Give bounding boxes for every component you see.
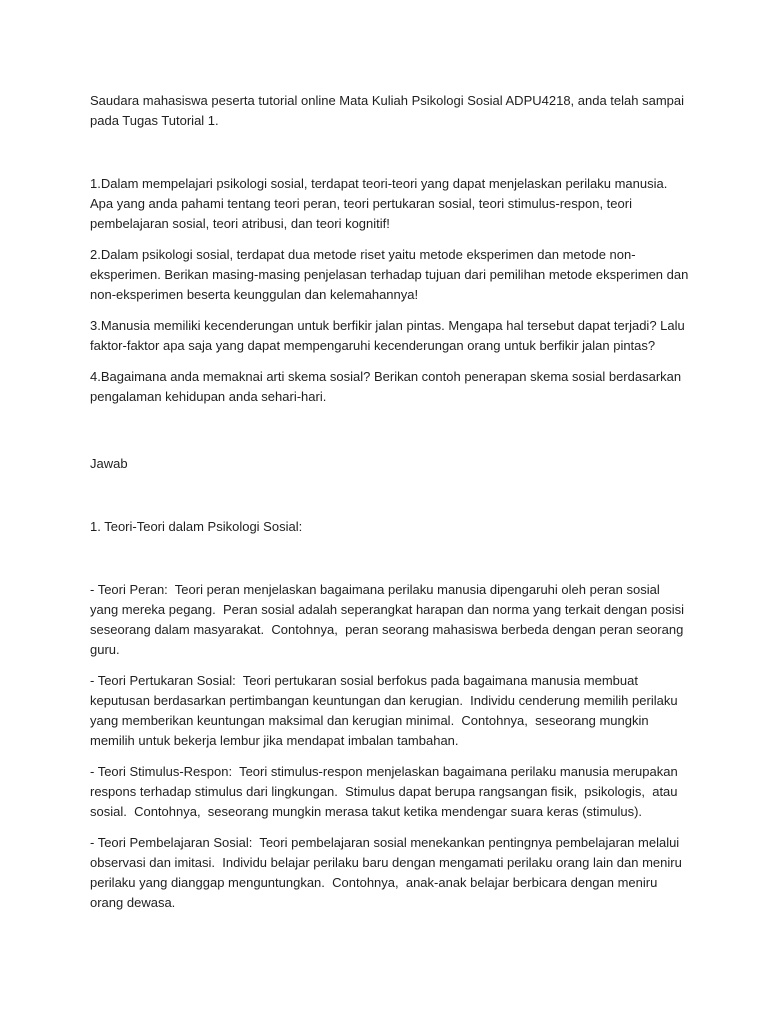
question-2: 2.Dalam psikologi sosial, terdapat dua metode riset yaitu metode eksperimen dan metode non-eksperimen. Berikan masing-masing penjelasan terhadap tujuan dari pemilihan metode eksperimen dan non-eksperimen beserta keunggulan dan kelemahannya! bbox=[90, 247, 692, 302]
question-4: 4.Bagaimana anda memaknai arti skema sosial? Berikan contoh penerapan skema sosial berdasarkan pengalaman kehidupan anda sehari-hari. bbox=[90, 369, 685, 404]
document-body bbox=[90, 91, 690, 924]
question-1: 1.Dalam mempelajari psikologi sosial, terdapat teori-teori yang dapat menjelaskan perilaku manusia. Apa yang anda pahami tentang teori peran, teori pertukaran sosial, teori stimulus-respon, teori pembelajaran sosial, teori atribusi, dan teori kognitif! bbox=[90, 176, 671, 231]
answer-paragraph-stimulus-response-theory: - Teori Stimulus-Respon: Teori stimulus-respon menjelaskan bagaimana perilaku manusia merupakan respons terhadap stimulus dari lingkungan. Stimulus dapat berupa rangsangan fisik, psikologis, atau sosial. Contohnya, seseorang mungkin merasa takut ketika mendengar suara keras (stimulus). bbox=[90, 764, 682, 819]
answer-heading: 1. Teori-Teori dalam Psikologi Sosial: bbox=[90, 519, 303, 534]
answer-paragraph-social-learning-theory: - Teori Pembelajaran Sosial: Teori pembelajaran sosial menekankan pentingnya pembelajaran melalui observasi dan imitasi. Individu belajar perilaku baru dengan mengamati perilaku orang lain dan meniru perilaku yang dianggap menguntungkan. Contohnya, anak-anak belajar berbicara dengan meniru orang dewasa. bbox=[90, 835, 686, 910]
answer-label: Jawab bbox=[90, 456, 128, 471]
question-3: 3.Manusia memiliki kecenderungan untuk berfikir jalan pintas. Mengapa hal tersebut dapat terjadi? Lalu faktor-faktor apa saja yang dapat mempengaruhi kecenderungan orang untuk berfikir jalan pintas? bbox=[90, 318, 689, 353]
answer-paragraph-social-exchange-theory: - Teori Pertukaran Sosial: Teori pertukaran sosial berfokus pada bagaimana manusia membuat keputusan berdasarkan pertimbangan keuntungan dan kerugian. Individu cenderung memilih perilaku yang memberikan keuntungan maksimal dan kerugian minimal. Contohnya, seseorang mungkin memilih untuk bekerja lembur jika mendapat imbalan tambahan. bbox=[90, 673, 682, 748]
intro-paragraph: Saudara mahasiswa peserta tutorial online Mata Kuliah Psikologi Sosial ADPU4218, anda telah sampai pada Tugas Tutorial 1. bbox=[90, 93, 688, 128]
answer-paragraph-role-theory: - Teori Peran: Teori peran menjelaskan bagaimana perilaku manusia dipengaruhi oleh peran sosial yang mereka pegang. Peran sosial adalah seperangkat harapan dan norma yang terkait dengan posisi seseorang dalam masyarakat. Contohnya, peran seorang mahasiswa berbeda dengan peran seorang guru. bbox=[90, 582, 688, 657]
